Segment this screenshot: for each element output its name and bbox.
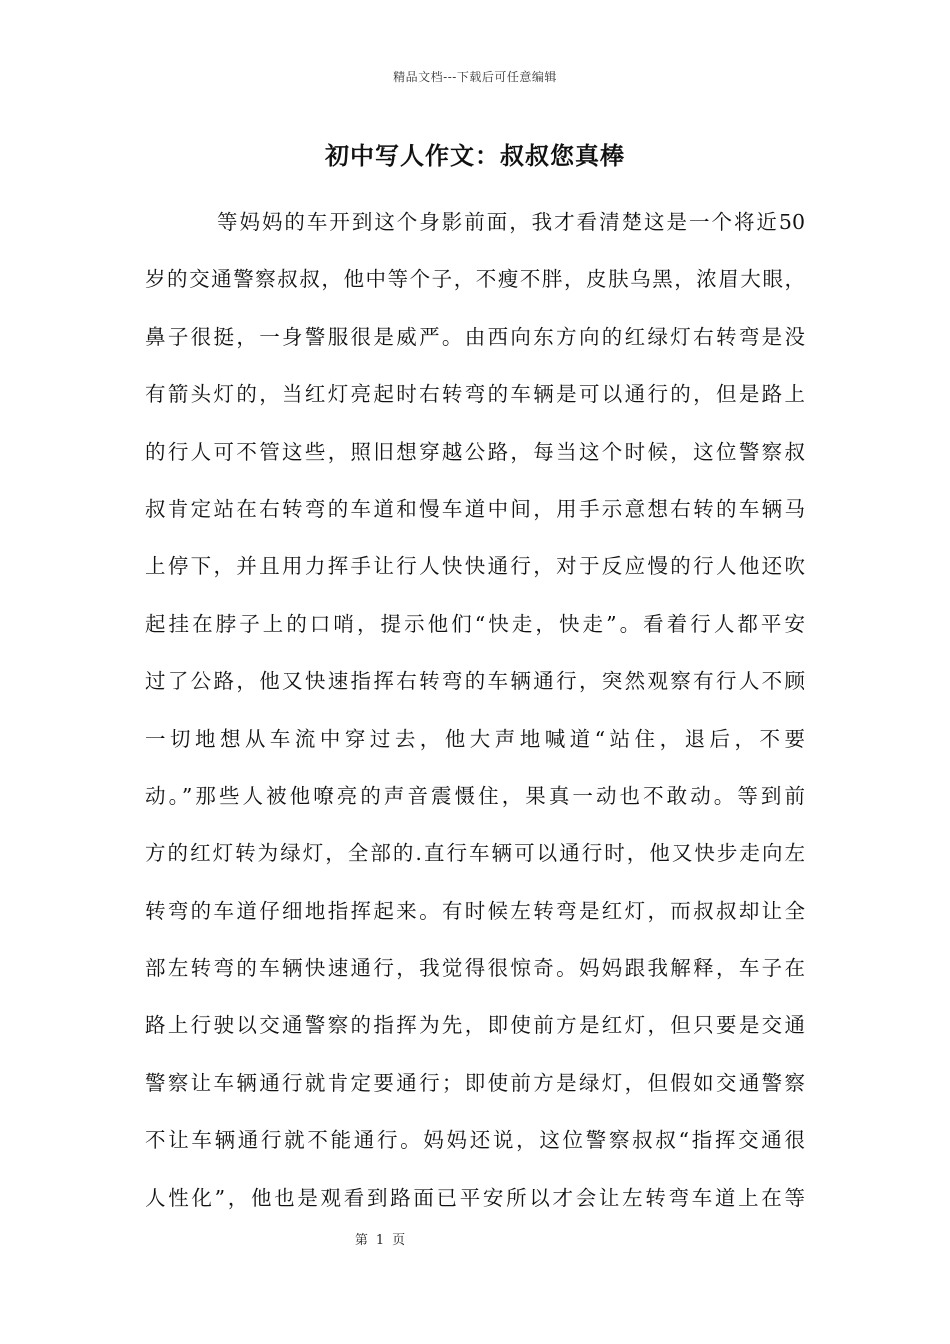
page-footer (0, 1229, 760, 1248)
page-number: 1 (375, 1233, 385, 1248)
document-title: 初中写人作文：叔叔您真棒 (325, 141, 625, 170)
text-line: 过了公路，他又快速指挥右转弯的车辆通行，突然观察有行人不顾 (145, 669, 805, 694)
footer-prefix: 第 (354, 1233, 368, 1248)
text-line: 鼻子很挺，一身警服很是威严。由西向东方向的红绿灯右转弯是没 (145, 324, 805, 349)
body-paragraph (145, 205, 805, 1238)
text-line: 警察让车辆通行就肯定要通行；即使前方是绿灯，但假如交通警察 (145, 1070, 805, 1095)
footer-suffix: 页 (392, 1233, 406, 1248)
text-line: 人性化”，他也是观看到路面已平安所以才会让左转弯车道上在等 (145, 1185, 805, 1210)
text-line: 动。”那些人被他嘹亮的声音震慑住，果真一动也不敢动。等到前 (145, 783, 805, 808)
text-line: 转弯的车道仔细地指挥起来。有时候左转弯是红灯，而叔叔却让全 (145, 898, 805, 923)
text-line: 部左转弯的车辆快速通行，我觉得很惊奇。妈妈跟我解释，车子在 (145, 956, 805, 981)
text-line: 等妈妈的车开到这个身影前面，我才看清楚这是一个将近50 (217, 210, 805, 234)
text-line: 的行人可不管这些，照旧想穿越公路，每当这个时候，这位警察叔 (145, 439, 805, 464)
text-line: 岁的交通警察叔叔，他中等个子，不瘦不胖，皮肤乌黑，浓眉大眼， (145, 267, 805, 292)
text-line: 起挂在脖子上的口哨，提示他们“快走，快走”。看着行人都平安 (145, 611, 805, 636)
text-line: 方的红灯转为绿灯，全部的.直行车辆可以通行时，他又快步走向左 (145, 841, 805, 866)
text-line: 有箭头灯的，当红灯亮起时右转弯的车辆是可以通行的，但是路上 (145, 382, 805, 407)
header-note: 精品文档---下载后可任意编辑 (393, 70, 557, 84)
text-line: 不让车辆通行就不能通行。妈妈还说，这位警察叔叔“指挥交通很 (145, 1128, 805, 1153)
text-line: 路上行驶以交通警察的指挥为先，即使前方是红灯，但只要是交通 (145, 1013, 805, 1038)
text-line: 叔肯定站在右转弯的车道和慢车道中间，用手示意想右转的车辆马 (145, 496, 805, 521)
text-line: 上停下，并且用力挥手让行人快快通行，对于反应慢的行人他还吹 (145, 554, 805, 579)
text-line: 一切地想从车流中穿过去，他大声地喊道“站住，退后，不要 (145, 726, 805, 751)
